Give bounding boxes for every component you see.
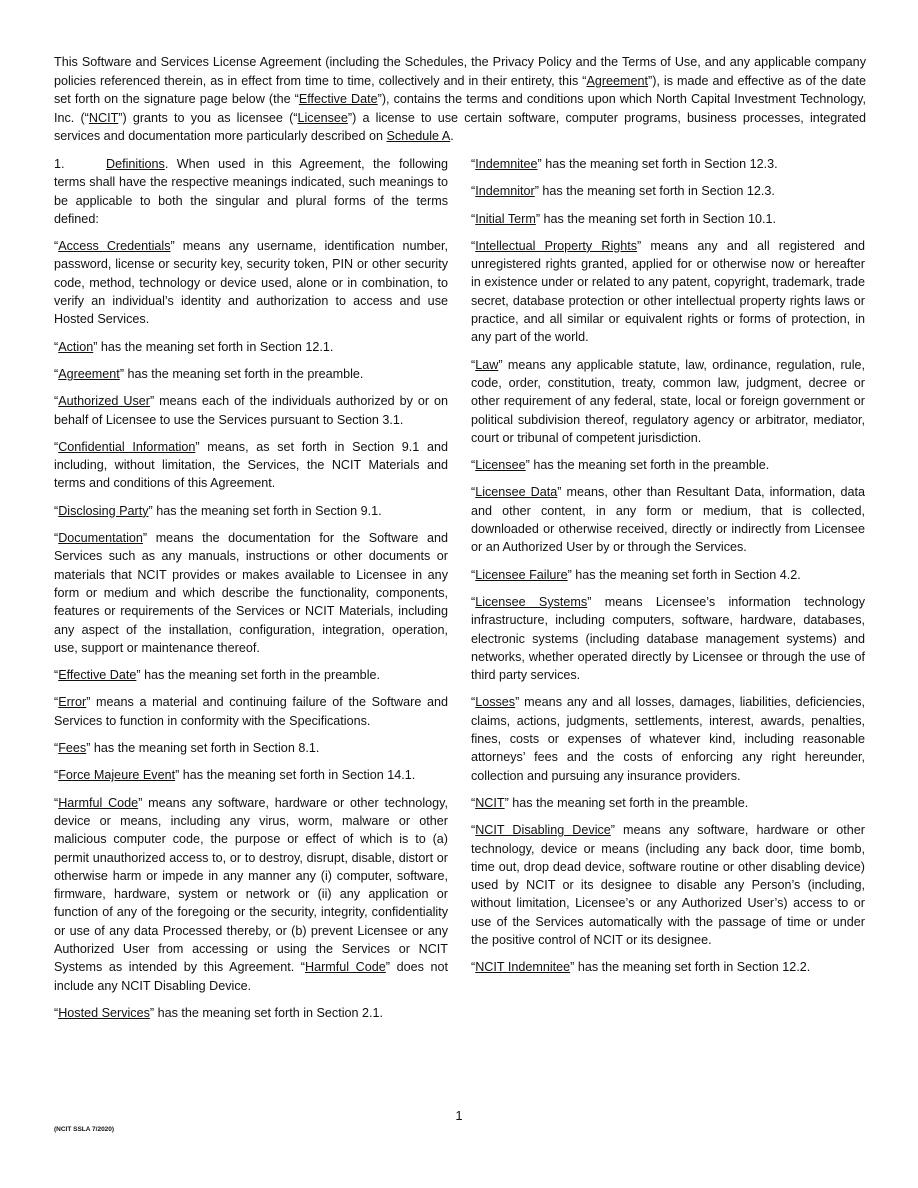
definition-quote: “	[471, 960, 476, 975]
defined-term: NCIT Indemnitee	[475, 960, 571, 975]
definition-quote: “	[471, 238, 476, 253]
definition-quote: “	[54, 741, 59, 756]
definition-text: ” means, other than Resultant Data, information, data and other content, in any form or medium, that is collected, downloaded or otherwise received, directly or indirectly from Licensee or an Authorized User by or through the Services.	[471, 485, 865, 555]
definition-text: ” has the meaning set forth in the preamble.	[525, 458, 770, 473]
defined-term-ncit: NCIT	[88, 110, 119, 125]
definition-entry	[471, 210, 865, 228]
definition-text: ” means any applicable statute, law, ordinance, regulation, rule, code, order, constitution, treaty, common law, judgment, decree or other requirement of any federal, state, local or foreign government or political subdivision thereof, regulatory agency or arbitrator, mediator, court or tribunal of competent jurisdiction.	[471, 357, 865, 445]
definition-text: ” has the meaning set forth in Section 12.2.	[570, 960, 811, 975]
definition-quote: “	[471, 458, 476, 473]
definition-text: ” means any software, hardware or other technology, device or means (including any back door, time bomb, time out, drop dead device, software routine or other disabling device) used by NCIT or its designee to disable any Person’s (including, without limitation, Licensee’s or any Authorized User’s) access to or use of the Services automatically with the passage of time or under the positive control of NCIT or its designee.	[471, 823, 865, 947]
section-heading-definitions	[54, 155, 448, 228]
definition-text: ” means the documentation for the Software and Services such as any manuals, instructions or other documents or materials that NCIT provides or makes available to Licensee in any form or medium and which describe the functionality, components, features or requirements of the Services or NCIT Materials, including any aspect of the installation, configuration, integration, operation, use, support or maintenance thereof.	[54, 531, 448, 655]
preamble-text: This Software and Services License Agreement (including the Schedules, the Privacy Policy and the Terms of Use, and any applicable company policies referenced therein, as in effect from time to time, collectively and in their entirety, this “	[54, 55, 866, 88]
definition-entry	[471, 794, 865, 812]
definition-text: ” has the meaning set forth in Section 12.3.	[537, 157, 778, 171]
definition-entry	[54, 666, 448, 684]
section-number: 1.	[54, 157, 65, 171]
defined-term: Error	[58, 695, 87, 710]
definition-text: ” has the meaning set forth in Section 9.1.	[148, 503, 382, 518]
defined-term: Law	[475, 357, 499, 372]
definition-entry	[54, 1004, 448, 1022]
definition-entry	[471, 456, 865, 474]
definition-entry	[471, 958, 865, 976]
definition-entry	[471, 182, 865, 200]
definition-entry	[54, 739, 448, 757]
defined-term: Intellectual Property Rights	[475, 238, 638, 253]
definition-quote: “	[54, 531, 59, 546]
definition-quote: “	[54, 795, 59, 810]
definition-quote: “	[54, 1005, 59, 1020]
definition-text: ” means Licensee’s information technology infrastructure, including computers, software, hardware, databases, electronic systems (including database management systems) and networks, whether operated directly by Licensee or through the use of third party services.	[471, 594, 866, 683]
defined-term: Effective Date	[58, 668, 137, 683]
defined-term: Agreement	[58, 366, 120, 381]
definition-text: ” has the meaning set forth in the preamble.	[119, 366, 364, 381]
definition-entry	[471, 155, 865, 173]
defined-term: Harmful Code	[58, 795, 139, 810]
definition-text: ” has the meaning set forth in Section 4.2.	[567, 567, 801, 582]
definition-text: ” has the meaning set forth in Section 10.1.	[535, 211, 776, 226]
definition-quote: “	[471, 357, 476, 372]
definition-quote: “	[54, 768, 59, 783]
page-number: 1	[455, 1108, 463, 1123]
definition-quote: “	[471, 594, 476, 609]
definition-quote: “	[54, 439, 59, 454]
definition-text: ” has the meaning set forth in Section 12.3.	[534, 184, 775, 199]
definition-text: ” means any software, hardware or other technology, device or means, including any virus, worm, malware or other malicious computer code, the purpose or effect of which is to (a) permit unauthorized access to, or to destroy, disrupt, disable, distort or otherwise harm or impede in any manner any (i) computer, software, firmware, hardware, system or network or (ii) any application or function of any of the foregoing or the security, integrity, confidentiality or use of any data Processed thereby, or (b) prevent Licensee or any Authorized User from accessing or using the Services or NCIT Systems as intended by this Agreement. “	[54, 795, 448, 975]
preamble-text: ”), is made and effective as of the date set forth on the signature page below (the “	[54, 73, 866, 106]
definition-text: ” has the meaning set forth in the preamble.	[136, 668, 380, 683]
definition-quote: “	[471, 567, 476, 582]
definition-quote: “	[54, 239, 59, 254]
definition-quote: “	[54, 366, 59, 381]
definition-entry	[471, 237, 865, 347]
defined-term: Access Credentials	[58, 239, 171, 254]
definition-entry	[54, 794, 448, 995]
definition-quote: “	[471, 695, 476, 710]
definition-quote: “	[471, 485, 476, 500]
definition-entry	[54, 392, 448, 429]
section-intro-text: . When used in this Agreement, the following terms shall have the respective meanings indicated, such meanings to be applicable to both the singular and plural forms of the terms defined:	[54, 157, 448, 226]
definition-entry	[54, 338, 448, 356]
definition-entry	[54, 766, 448, 784]
definition-quote: “	[471, 157, 476, 171]
definition-text: ” has the meaning set forth in Section 8.1.	[86, 741, 320, 756]
schedule-a-reference: Schedule A	[386, 129, 451, 143]
defined-term: NCIT	[475, 795, 505, 810]
definition-entry	[471, 356, 865, 447]
defined-term: Action	[58, 339, 94, 354]
definition-text: ” does not include any NCIT Disabling Device.	[54, 960, 448, 993]
right-column	[471, 155, 865, 986]
definition-entry	[54, 365, 448, 383]
definition-entry	[471, 483, 865, 556]
defined-term: NCIT Disabling Device	[475, 823, 611, 838]
defined-term: Confidential Information	[58, 439, 196, 454]
definition-entry	[471, 566, 865, 584]
defined-term: Licensee	[475, 458, 526, 473]
definition-entry	[54, 529, 448, 657]
defined-term-licensee: Licensee	[297, 110, 348, 125]
defined-term: Licensee Data	[475, 485, 558, 500]
definition-quote: “	[471, 184, 476, 199]
defined-term-effective-date: Effective Date	[298, 92, 378, 106]
definition-quote: “	[471, 211, 476, 226]
defined-term: Licensee Failure	[475, 567, 568, 582]
definition-quote: “	[54, 339, 59, 354]
defined-term: Disclosing Party	[58, 503, 149, 518]
preamble-text: ”), contains the terms and conditions upon which North Capital Investment Technology, Inc. (“	[54, 92, 866, 125]
definition-text: ” means any and all losses, damages, liabilities, deficiencies, claims, actions, judgments, settlements, interest, awards, penalties, fines, costs or expenses of whatever kind, including reasonable attorneys’ fees and the costs of enforcing any right hereunder, collection and pursuing any insurance providers.	[471, 695, 865, 783]
definition-text: ” has the meaning set forth in Section 14.1.	[175, 768, 416, 783]
defined-term: Licensee Systems	[475, 594, 588, 609]
defined-term: Losses	[475, 695, 516, 710]
definition-text: ” means any and all registered and unregistered rights granted, applied for or otherwise now or hereafter in existence under or related to any patent, copyright, trademark, trade secret, database protection or other intellectual property rights laws or practice, and all similar or equivalent rights or forms of protection, in any part of the world.	[471, 238, 865, 345]
definition-entry	[471, 593, 865, 684]
defined-term-agreement: Agreement	[586, 73, 649, 88]
definition-text: ” has the meaning set forth in Section 12.1.	[93, 339, 334, 354]
right-definition-list	[471, 155, 865, 977]
defined-term: Indemnitee	[475, 157, 538, 171]
definition-quote: “	[54, 394, 59, 409]
defined-term: Initial Term	[475, 211, 536, 226]
definition-text: ” means a material and continuing failure of the Software and Services to function in conformity with the Specifications.	[54, 695, 448, 728]
definition-entry	[471, 821, 865, 949]
left-column	[54, 155, 448, 1031]
defined-term: Documentation	[58, 531, 143, 546]
defined-term: Authorized User	[58, 394, 150, 409]
definition-quote: “	[471, 795, 476, 810]
defined-term: Force Majeure Event	[58, 768, 176, 783]
definition-text: ” has the meaning set forth in Section 2.1.	[149, 1005, 384, 1020]
left-definition-list	[54, 237, 448, 1022]
preamble-text: .	[450, 129, 454, 143]
definition-quote: “	[54, 695, 59, 710]
defined-term: Harmful Code	[304, 960, 386, 975]
definition-entry	[54, 693, 448, 730]
preamble-paragraph	[54, 53, 866, 146]
defined-term: Hosted Services	[58, 1005, 150, 1020]
section-title: Definitions	[106, 157, 165, 171]
definition-quote: “	[54, 503, 59, 518]
document-footer-code: (NCIT SSLA 7/2020)	[54, 1126, 115, 1133]
definition-quote: “	[471, 823, 476, 838]
definition-text: ” means each of the individuals authorized by or on behalf of Licensee to use the Services pursuant to Section 3.1.	[54, 394, 449, 427]
definition-text: ” means, as set forth in Section 9.1 and including, without limitation, the Services, the NCIT Materials and terms and conditions of this Agreement.	[54, 439, 448, 491]
definition-entry	[54, 237, 448, 328]
definition-entry	[54, 438, 448, 493]
defined-term: Fees	[58, 741, 87, 756]
preamble-text: ”) a license to use certain software, computer programs, business processes, integrated services and documentation more particularly described on	[54, 110, 867, 143]
definition-entry	[54, 502, 448, 520]
definition-text: ” has the meaning set forth in the preamble.	[504, 795, 749, 810]
definition-entry	[471, 693, 865, 784]
defined-term: Indemnitor	[475, 184, 535, 199]
definition-text: ” means any username, identification number, password, license or security key, security token, PIN or other security code, method, technology or device used, alone or in combination, to verify an individual’s identity and authorization to access and use Hosted Services.	[54, 239, 448, 327]
preamble-text: ”) grants to you as licensee (“	[118, 110, 298, 125]
definition-quote: “	[54, 668, 59, 683]
